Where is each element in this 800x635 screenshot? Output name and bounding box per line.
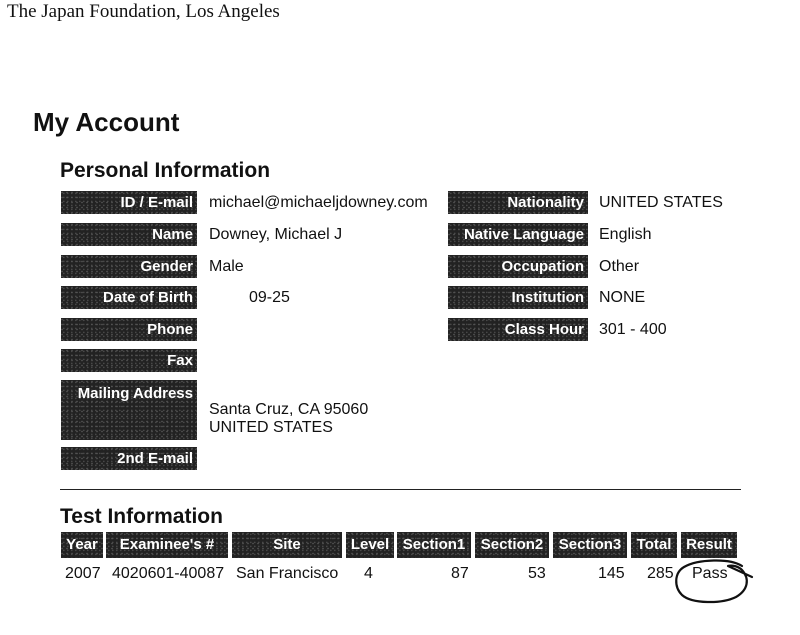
value-native-language: English — [599, 226, 652, 243]
value-occupation: Other — [599, 258, 640, 275]
col-header-section1: Section1 — [397, 532, 471, 558]
label-gender: Gender — [61, 255, 197, 278]
value-name: Downey, Michael J — [209, 226, 343, 243]
personal-info-title: Personal Information — [60, 159, 271, 182]
handdrawn-circle-annotation — [672, 557, 756, 607]
col-header-year: Year — [61, 532, 103, 558]
col-header-result: Result — [681, 532, 737, 558]
cell-examinee: 4020601-40087 — [112, 565, 225, 582]
col-header-section3: Section3 — [553, 532, 627, 558]
value-mailing-address-line2: UNITED STATES — [209, 419, 333, 436]
col-header-section2: Section2 — [475, 532, 549, 558]
value-nationality: UNITED STATES — [599, 194, 723, 211]
cell-section3: 145 — [598, 565, 625, 582]
section-divider — [60, 489, 741, 490]
col-header-level: Level — [346, 532, 394, 558]
value-institution: NONE — [599, 289, 646, 306]
cell-section2: 53 — [528, 565, 546, 582]
label-id-email: ID / E-mail — [61, 191, 197, 214]
col-header-site: Site — [232, 532, 342, 558]
cell-site: San Francisco — [236, 565, 339, 582]
value-date-of-birth: 09-25 — [249, 289, 290, 306]
value-gender: Male — [209, 258, 244, 275]
label-occupation: Occupation — [448, 255, 588, 278]
value-mailing-address-line1: Santa Cruz, CA 95060 — [209, 401, 369, 418]
label-institution: Institution — [448, 286, 588, 309]
value-class-hour: 301 - 400 — [599, 321, 667, 338]
label-2nd-email: 2nd E-mail — [61, 447, 197, 470]
cell-year: 2007 — [65, 565, 101, 582]
label-mailing-address: Mailing Address — [61, 380, 197, 440]
cell-result: Pass — [692, 565, 728, 582]
cell-total: 285 — [647, 565, 674, 582]
value-id-email: michael@michaeljdowney.com — [209, 194, 428, 211]
label-name: Name — [61, 223, 197, 246]
page-title: My Account — [33, 107, 180, 137]
col-header-total: Total — [631, 532, 677, 558]
col-header-examinee: Examinee's # — [106, 532, 228, 558]
test-info-title: Test Information — [60, 505, 223, 528]
label-fax: Fax — [61, 349, 197, 372]
organization-header: The Japan Foundation, Los Angeles — [7, 1, 280, 22]
label-class-hour: Class Hour — [448, 318, 588, 341]
cell-section1: 87 — [451, 565, 469, 582]
label-phone: Phone — [61, 318, 197, 341]
label-nationality: Nationality — [448, 191, 588, 214]
label-native-language: Native Language — [448, 223, 588, 246]
label-date-of-birth: Date of Birth — [61, 286, 197, 309]
cell-level: 4 — [364, 565, 373, 582]
